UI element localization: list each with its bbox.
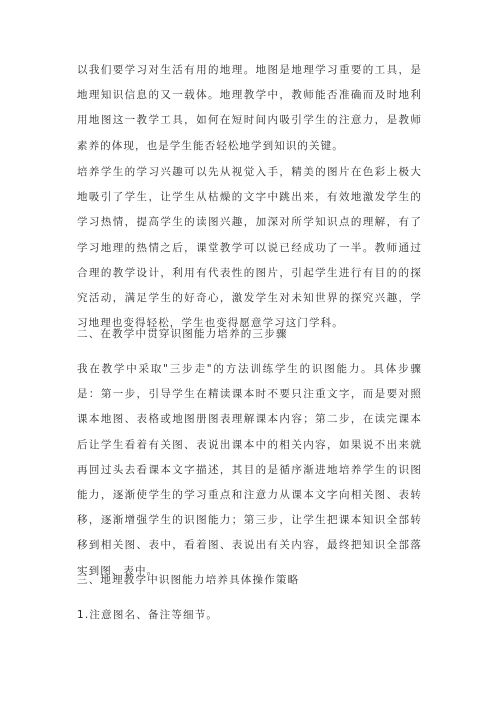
paragraph-three-step-method: 我在教学中采取"三步走"的方法训练学生的识图能力。具体步骤是：第一步，引导学生在精读课本时不要只注重文字，而是要对照课本地图、表格或地图册图表理解课本内容；第二步，在读完课本后让学生看着有关图、表说出课本中的相关内容，如果说不出来就再回过头去看课本文字描述，其目的是循序渐进地培养学生的识图能力，逐渐使学生的学习重点和注意力从课本文字向相关图、表转移，逐渐增强学生的识图能力；第三步，让学生把课本知识全部转移到相关图、表中，看着图、表说出有关内容，最终把知识全部落实到图、表中。: [77, 363, 422, 577]
section-heading-three-steps: 二、在教学中贯穿识图能力培养的三步骤: [77, 328, 288, 340]
list-item-map-details: 1.注意图名、备注等细节。: [77, 609, 219, 621]
paragraph-visual-interest: 培养学生的学习兴趣可以先从视觉入手，精美的图片在色彩上极大地吸引了学生，让学生从枯燥的文字中跳出来，有效地激发学生的学习热情，提高学生的读图兴趣，加深对所学知识点的理解，有了学习地理的热情之后，课堂教学可以说已经成功了一半。教师通过合理的教学设计，利用有代表性的图片，引起学生进行有目的的探究活动，满足学生的好奇心，激发学生对未知世界的探究兴趣，学习地理也变得轻松，学生也变得愿意学习这门学科。: [77, 166, 422, 330]
paragraph-map-importance: 以我们要学习对生活有用的地理。地图是地理学习重要的工具，是地理知识信息的又一载体。地理教学中，教师能否准确而及时地利用地图这一教学工具，如何在短时间内吸引学生的注意力，是教师素养的体现，也是学生能否轻松地学到知识的关键。: [77, 64, 422, 152]
section-heading-strategies: 三、地理教学中识图能力培养具体操作策略: [77, 574, 300, 586]
